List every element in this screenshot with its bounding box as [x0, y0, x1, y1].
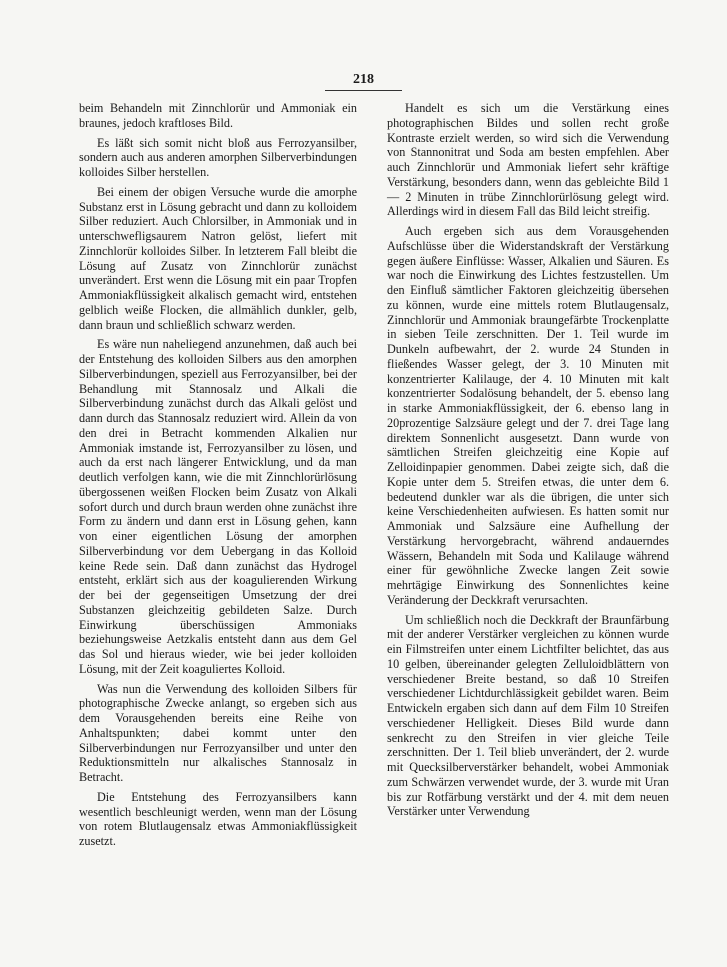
paragraph: Bei einem der obigen Versuche wurde die amorphe Substanz erst in Lösung gebracht und dann zu kolloidem Silber reduziert. Auch Chlorsilber, in Ammoniak und in unterschwefligsaurem Natron gelöst, liefert mit Zinnchlorür kolloides Silber. In letzterem Fall bleibt die Lösung auf Zusatz von Zinnchlorür zunächst unverändert. Erst wenn die Lösung mit ein paar Tropfen Ammoniakflüssigkeit alkalisch gemacht wird, entstehen gelblich weiße Flocken, die allmählich dunkler, gelb, dann braun und schließlich schwarz werden.	[79, 184, 357, 332]
paragraph: Es läßt sich somit nicht bloß aus Ferrozyansilber, sondern auch aus anderen amorphen Silberverbindungen kolloides Silber herstellen.	[79, 135, 357, 179]
page-number-rule	[325, 90, 402, 91]
paragraph: Es wäre nun naheliegend anzunehmen, daß auch bei der Entstehung des kolloiden Silbers aus den amorphen Silberverbindungen, speziell aus Ferrozyansilber, bei der Behandlung mit Stannosalz und Alkali die Silberverbindung zunächst durch das Alkali gelöst und dann durch das Stannosalz reduziert wird. Allein da von den drei in Betracht kommenden Alkalien nur Ammoniak imstande ist, Ferrozyansilber zu lösen, und auch da erst nach längerer Entwicklung, und da man deutlich verfolgen kann, wie die mit Zinnchlorürlösung übergossenen weißen Flocken beim Zusatz von Alkali sofort durch und durch braun werden ohne zunächst ihre Form zu ändern und dann erst in Lösung gehen, kann von einer eigentlichen Lösung der amorphen Silberverbindung vor dem Uebergang in das Kolloid keine Rede sein. Daß dann zunächst das Hydrogel entsteht, erklärt sich aus der koagulierenden Wirkung der bei der gegenseitigen Umsetzung der drei Substanzen gleichzeitig gebildeten Salze. Durch Einwirkung überschüssigen Ammoniaks beziehungsweise Aetzkalis entsteht dann aus dem Gel das Sol und hieraus wieder, wie bei jeder kolloiden Lösung, mit der Zeit koaguliertes Kolloid.	[79, 337, 357, 676]
paragraph: Handelt es sich um die Verstärkung eines photographischen Bildes und sollen recht große Kontraste erzielt werden, so wird sich die Verwendung von Stannonitrat und Soda am besten empfehlen. Aber auch Zinnchlorür und Ammoniak liefert sehr kräftige Verstärkung, besonders dann, wenn das gebleichte Bild 1 — 2 Minuten in trübe Zinnchlorürlösung gelegt wird. Allerdings wird in diesem Fall das Bild leicht streifig.	[387, 101, 669, 219]
left-column	[79, 101, 357, 849]
right-column	[387, 101, 669, 819]
paragraph: beim Behandeln mit Zinnchlorür und Ammoniak ein braunes, jedoch kraftloses Bild.	[79, 101, 357, 130]
paragraph: Die Entstehung des Ferrozyansilbers kann wesentlich beschleunigt werden, wenn man der Lösung von rotem Blutlaugensalz etwas Ammoniakflüssigkeit zusetzt.	[79, 789, 357, 848]
paragraph: Um schließlich noch die Deckkraft der Braunfärbung mit der anderer Verstärker vergleichen zu können wurde ein Filmstreifen unter einem Lichtfilter belichtet, das aus 10 gelben, übereinander gelegten Zelluloidblättern von verschiedener Breite bestand, so daß 10 Streifen verschiedener Lichtdurchlässigkeit gebildet waren. Beim Entwickeln ergaben sich dann auf dem Film 10 Streifen verschiedener Helligkeit. Dieses Bild wurde dann senkrecht zu den Streifen in vier gleiche Teile zerschnitten. Der 1. Teil blieb unverändert, der 2. wurde mit Quecksilberverstärker behandelt, wobei Ammoniak zum Schwärzen verwendet wurde, der 3. wurde mit Uran bis zur Rotfärbung verstärkt und der 4. mit dem neuen Verstärker unter Verwendung	[387, 612, 669, 819]
paragraph: Auch ergeben sich aus dem Vorausgehenden Aufschlüsse über die Widerstandskraft der Verstärkung gegen äußere Einflüsse: Wasser, Alkalien und Säuren. Es war noch die Einwirkung des Lichtes festzustellen. Um den Einfluß sämtlicher Faktoren gleichzeitig übersehen zu können, wurde eine mittels rotem Blutlaugensalz, Zinnchlorür und Ammoniak braungefärbte Trockenplatte in sieben Teile zerschnitten. Der 1. Teil wurde im Dunkeln aufbewahrt, der 2. wurde 24 Stunden in fließendes Wasser gelegt, der 3. 10 Minuten mit konzentrierter Kalilauge, der 4. 10 Minuten mit kalt konzentrierter Sodalösung behandelt, der 5. ebenso lang in starke Ammoniakflüssigkeit, der 6. ebenso lang in 20prozentige Salzsäure gelegt und der 7. drei Tage lang direktem Sonnenlicht ausgesetzt. Dann wurde von sämtlichen Streifen gleichzeitig eine Kopie auf Zelloidinpapier genommen. Dabei zeigte sich, daß die Kopie unter dem 5. Streifen etwas, die unter dem 6. bedeutend dunkler war als die übrigen, die unter sich keine Verschiedenheiten aufwiesen. Es hatten somit nur Ammoniak und Salzsäure eine Aufhellung der Verstärkung hervorgebracht, während andauerndes Wässern, Behandeln mit Soda und Kalilauge während einer für gewöhnliche Zwecke langen Zeit sowie mehrtägige Einwirkung des Sonnenlichtes keine Veränderung der Deckkraft verursachten.	[387, 224, 669, 607]
page-number: 218	[353, 72, 374, 87]
paragraph: Was nun die Verwendung des kolloiden Silbers für photographische Zwecke anlangt, so ergeben sich aus dem Vorausgehenden bereits eine Reihe von Anhaltspunkten; dabei kommt unter den Silberverbindungen nur Ferrozyansilber und unter den Reduktionsmitteln nur alkalisches Stannosalz in Betracht.	[79, 681, 357, 784]
